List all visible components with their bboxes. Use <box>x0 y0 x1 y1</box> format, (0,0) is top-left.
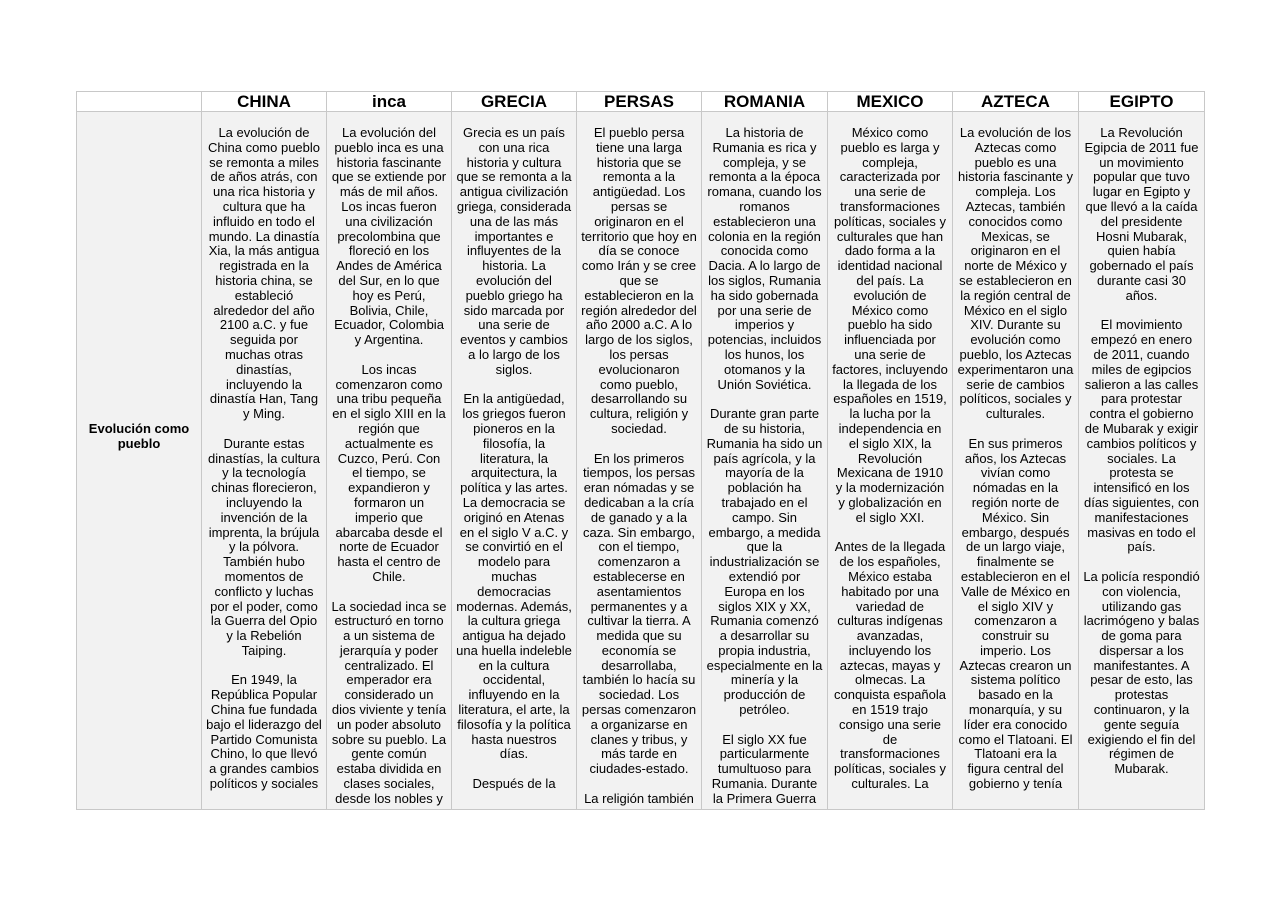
cell-text-romania: La historia de Rumania es rica y compleja, y se remonta a la época romana, cuando los romanos establecieron una colonia en la región conocida como Dacia. A lo largo de los siglos, Rumania ha sido gobernada por una serie de imperios y potencias, incluidos los hunos, los otomanos y la Unión Soviética. Durante gran parte de su historia, Rumania ha sido un país agrícola, y la mayoría de la población ha trabajado en el campo. Sin embargo, a medida que la industrialización se extendió por Europa en los siglos XIX y XX, Rumania comenzó a desarrollar su propia industria, especialmente en la minería y la producción de petróleo. El siglo XX fue particularmente tumultuoso para Rumania. Durante la Primera Guerra <box>706 125 823 806</box>
cell-text-persas: El pueblo persa tiene una larga historia que se remonta a la antigüedad. Los persas se originaron en el territorio que hoy en día se conoce como Irán y se cree que se establecieron en la región alrededor del año 2000 a.C. A lo largo de los siglos, los persas evolucionaron como pueblo, desarrollando su cultura, religión y sociedad. En los primeros tiempos, los persas eran nómadas y se dedicaban a la cría de ganado y a la caza. Sin embargo, con el tiempo, comenzaron a establecerse en asentamientos permanentes y a cultivar la tierra. A medida que su economía se desarrollaba, también lo hacía su sociedad. Los persas comenzaron a organizarse en clanes y tribus, y más tarde en ciudades-estado. La religión también <box>581 125 697 806</box>
cell-azteca <box>953 112 1079 810</box>
column-header-romania: ROMANIA <box>702 92 828 112</box>
column-header-azteca: AZTECA <box>953 92 1079 112</box>
row-header-label: Evolución como pueblo <box>88 420 190 451</box>
header-row <box>77 92 1205 112</box>
row-header-cell <box>77 112 202 810</box>
cell-text-inca: La evolución del pueblo inca es una historia fascinante que se extiende por más de mil años. Los incas fueron una civilización precolombina que floreció en los Andes de América del Sur, en lo que hoy es Perú, Bolivia, Chile, Ecuador, Colombia y Argentina. Los incas comenzaron como una tribu pequeña en el siglo XIII en la región que actualmente es Cuzco, Perú. Con el tiempo, se expandieron y formaron un imperio que abarcaba desde el norte de Ecuador hasta el centro de Chile. La sociedad inca se estructuró en torno a un sistema de jerarquía y poder centralizado. El emperador era considerado un dios viviente y tenía un poder absoluto sobre su pueblo. La gente común estaba dividida en clases sociales, desde los nobles y <box>331 125 447 806</box>
column-header-inca: inca <box>327 92 452 112</box>
cell-persas <box>577 112 702 810</box>
column-header-china: CHINA <box>202 92 327 112</box>
cell-text-mexico: México como pueblo es larga y compleja, caracterizada por una serie de transformaciones políticas, sociales y culturales que han dado forma a la identidad nacional del país. La evolución de México como pueblo ha sido influenciada por una serie de factores, incluyendo la llegada de los españoles en 1519, la lucha por la independencia en el siglo XIX, la Revolución Mexicana de 1910 y la modernización y globalización en el siglo XXI. Antes de la llegada de los españoles, México estaba habitado por una variedad de culturas indígenas avanzadas, incluyendo los aztecas, mayas y olmecas. La conquista española en 1519 trajo consigo una serie de transformaciones políticas, sociales y culturales. La <box>832 125 948 792</box>
column-header-egipto: EGIPTO <box>1079 92 1205 112</box>
cell-china <box>202 112 327 810</box>
cell-mexico <box>828 112 953 810</box>
cell-text-egipto: La Revolución Egipcia de 2011 fue un movimiento popular que tuvo lugar en Egipto y que llevó a la caída del presidente Hosni Mubarak, quien había gobernado el país durante casi 30 años. El movimiento empezó en enero de 2011, cuando miles de egipcios salieron a las calles para protestar contra el gobierno de Mubarak y exigir cambios políticos y sociales. La protesta se intensificó en los días siguientes, con manifestaciones masivas en todo el país. La policía respondió con violencia, utilizando gas lacrimógeno y balas de goma para dispersar a los manifestantes. A pesar de esto, las protestas continuaron, y la gente seguía exigiendo el fin del régimen de Mubarak. <box>1083 125 1200 777</box>
cell-egipto <box>1079 112 1205 810</box>
cell-text-grecia: Grecia es un país con una rica historia y cultura que se remonta a la antigua civilización griega, considerada una de las más importantes e influyentes de la historia. La evolución del pueblo griego ha sido marcada por una serie de eventos y cambios a lo largo de los siglos. En la antigüedad, los griegos fueron pioneros en la filosofía, la literatura, la arquitectura, la política y las artes. La democracia se originó en Atenas en el siglo V a.C. y se convirtió en el modelo para muchas democracias modernas. Además, la cultura griega antigua ha dejado una huella indeleble en la cultura occidental, influyendo en la literatura, el arte, la filosofía y la política hasta nuestros días. Después de la <box>456 125 572 792</box>
column-header-mexico: MEXICO <box>828 92 953 112</box>
cell-text-china: La evolución de China como pueblo se remonta a miles de años atrás, con una rica historia y cultura que ha influido en todo el mundo. La dinastía Xia, la más antigua registrada en la historia china, se estableció alrededor del año 2100 a.C. y fue seguida por muchas otras dinastías, incluyendo la dinastía Han, Tang y Ming. Durante estas dinastías, la cultura y la tecnología chinas florecieron, incluyendo la invención de la imprenta, la brújula y la pólvora. También hubo momentos de conflicto y luchas por el poder, como la Guerra del Opio y la Rebelión Taiping. En 1949, la República Popular China fue fundada bajo el liderazgo del Partido Comunista Chino, lo que llevó a grandes cambios políticos y sociales <box>206 125 322 792</box>
corner-header-cell <box>77 92 202 112</box>
cell-inca <box>327 112 452 810</box>
column-header-grecia: GRECIA <box>452 92 577 112</box>
cell-text-azteca: La evolución de los Aztecas como pueblo es una historia fascinante y compleja. Los Aztecas, también conocidos como Mexicas, se originaron en el norte de México y se establecieron en la región central de México en el siglo XIV. Durante su evolución como pueblo, los Aztecas experimentaron una serie de cambios políticos, sociales y culturales. En sus primeros años, los Aztecas vivían como nómadas en la región norte de México. Sin embargo, después de un largo viaje, finalmente se establecieron en el Valle de México en el siglo XIV y comenzaron a construir su imperio. Los Aztecas crearon un sistema político basado en la monarquía, y su líder era conocido como el Tlatoani. El Tlatoani era la figura central del gobierno y tenía <box>957 125 1074 792</box>
cell-grecia <box>452 112 577 810</box>
comparison-table <box>76 91 1205 810</box>
table-row <box>77 112 1205 810</box>
cell-romania <box>702 112 828 810</box>
column-header-persas: PERSAS <box>577 92 702 112</box>
